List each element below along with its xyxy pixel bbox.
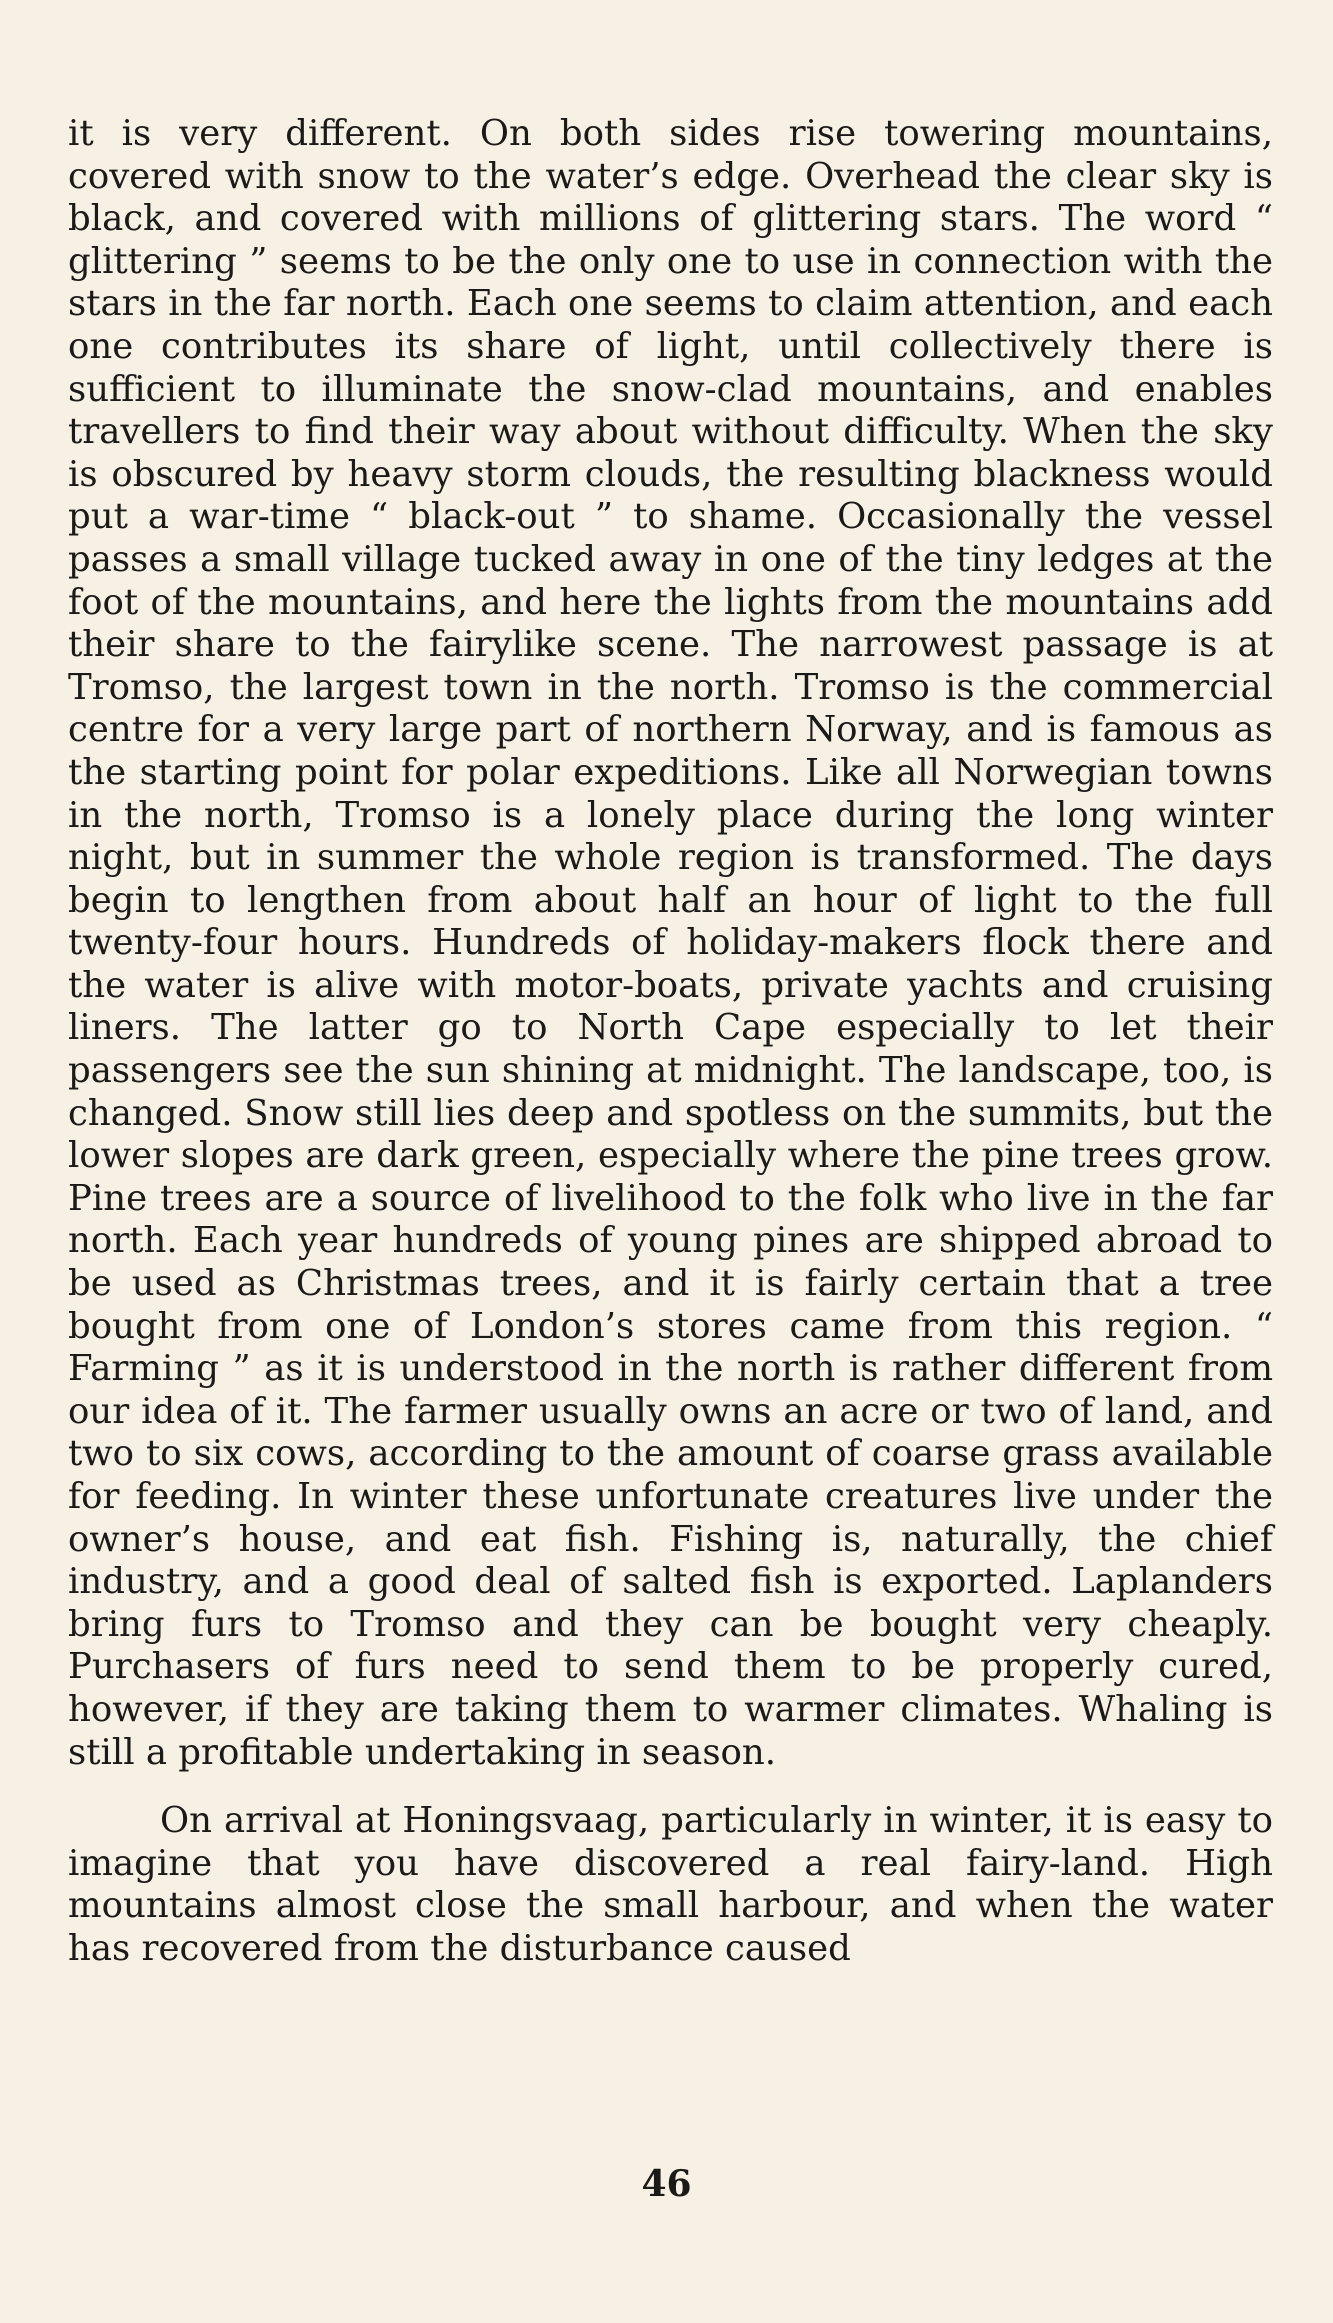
paragraph-2: On arrival at Honingsvaag, particularly in winter, it is easy to imagine that you have discovered a real fairy-land. High mountains almost close the small harbour, and when the water has recovered from the disturbance caused (68, 1800, 1273, 1969)
text-column (68, 113, 1273, 1971)
page-number: 46 (641, 2163, 692, 2205)
paragraph-1: it is very different. On both sides rise towering mountains, covered with snow to the water’s edge. Overhead the clear sky is black, and covered with millions of glittering stars. The word “ glittering ” seems to be the only one to use in connection with the stars in the far north. Each one seems to claim attention, and each one contributes its share of light, until collectively there is sufficient to illuminate the snow-clad mountains, and enables travellers to find their way about without difficulty. When the sky is obscured by heavy storm clouds, the resulting blackness would put a war-time “ black-out ” to shame. Occasionally the vessel passes a small village tucked away in one of the tiny ledges at the foot of the mountains, and here the lights from the mountains add their share to the fairylike scene. The narrowest passage is at Tromso, the largest town in the north. Tromso is the commercial centre for a very large part of northern Norway, and is famous as the starting point for polar expeditions. Like all Norwegian towns in the north, Tromso is a lonely place during the long winter night, but in summer the whole region is transformed. The days begin to lengthen from about half an hour of light to the full twenty-four hours. Hundreds of holiday-makers flock there and the water is alive with motor-boats, private yachts and cruising liners. The latter go to North Cape especially to let their passengers see the sun shining at midnight. The landscape, too, is changed. Snow still lies deep and spotless on the summits, but the lower slopes are dark green, especially where the pine trees grow. Pine trees are a source of livelihood to the folk who live in the far north. Each year hundreds of young pines are shipped abroad to be used as Christmas trees, and it is fairly certain that a tree bought from one of London’s stores came from this region. “ Farming ” as it is understood in the north is rather different from our idea of it. The farmer usually owns an acre or two of land, and two to six cows, according to the amount of coarse grass available for feeding. In winter these unfortunate creatures live under the owner’s house, and eat fish. Fishing is, naturally, the chief industry, and a good deal of salted fish is exported. Laplanders bring furs to Tromso and they can be bought very cheaply. Purchasers of furs need to send them to be properly cured, however, if they are taking them to warmer climates. Whaling is still a profitable undertaking in season. (68, 113, 1273, 1773)
